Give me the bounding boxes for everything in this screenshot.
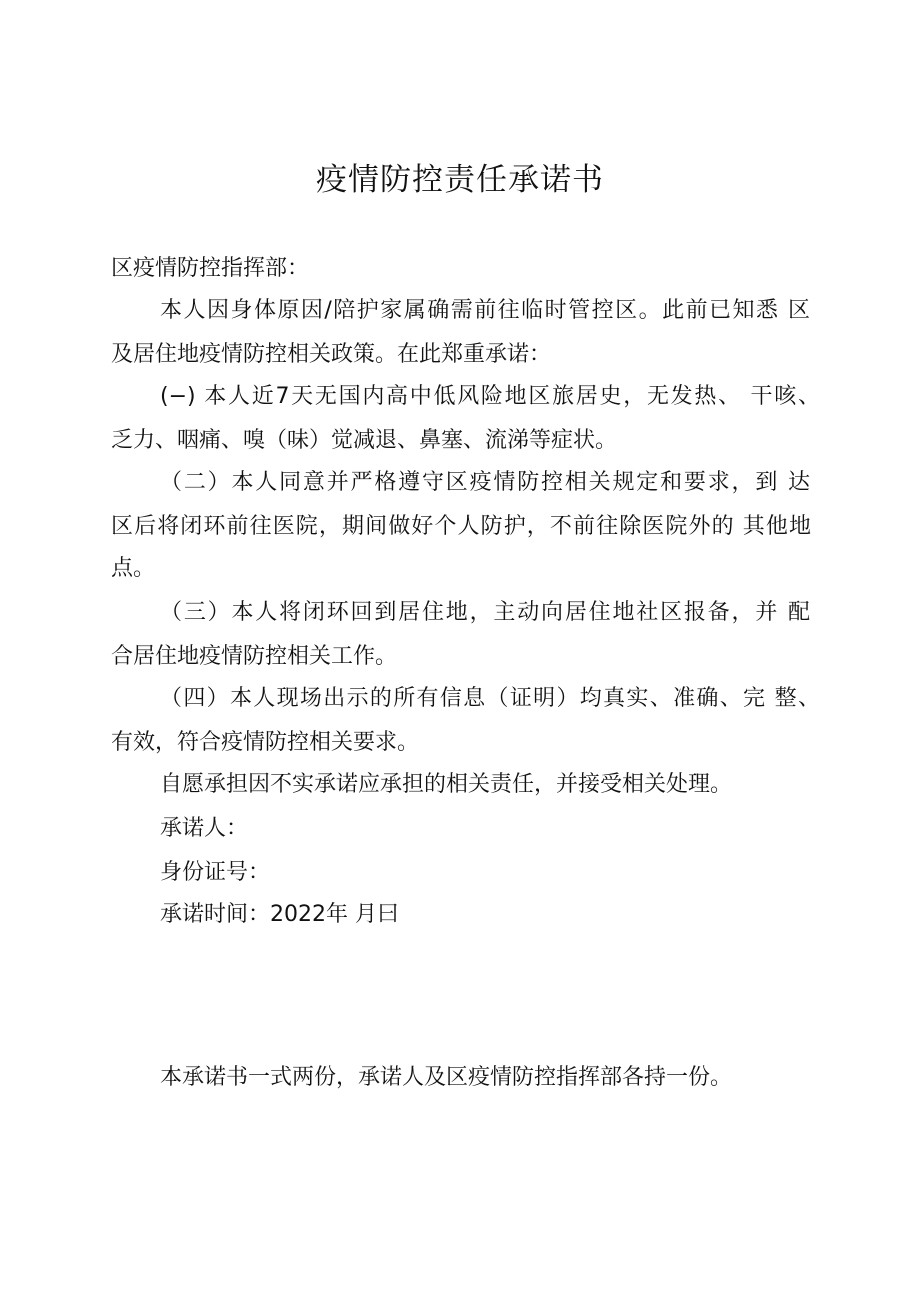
footer-note: 本承诺书一式两份，承诺人及区疫情防控指挥部各持一份。 [160, 1065, 733, 1090]
item-2-line-1: （二）本人同意并严格遵守区疫情防控相关规定和要求，到 达 [160, 470, 810, 495]
item-3-line-1: （三）本人将闭环回到居住地，主动向居住地社区报备，并 配 [160, 600, 810, 625]
item-2-line-3: 点。 [111, 556, 156, 581]
item-1-line-2: 乏力、咽痛、嗅（味）觉减退、鼻塞、流涕等症状。 [111, 428, 618, 453]
intro-line-1: 本人因身体原因/陪护家属确需前往临时管控区。此前已知悉 区 [160, 298, 810, 323]
liability-statement: 自愿承担因不实承诺应承担的相关责任，并接受相关处理。 [160, 772, 733, 797]
item-4-line-1: （四）本人现场出示的所有信息（证明）均真实、准确、完 整、 [160, 686, 820, 711]
id-number-label: 身份证号： [160, 860, 271, 885]
item-3-line-2: 合居住地疫情防控相关工作。 [111, 644, 398, 669]
salutation: 区疫情防控指挥部： [111, 256, 310, 281]
signer-label: 承诺人： [160, 816, 249, 841]
item-1-line-1: (−) 本人近7天无国内高中低风险地区旅居史，无发热、 干咳、 [160, 384, 820, 409]
commitment-date-label: 承诺时间：2022年 月曰 [160, 902, 399, 927]
item-2-line-2: 区后将闭环前往医院，期间做好个人防护，不前往除医院外的 其他地 [111, 514, 811, 539]
item-4-line-2: 有效，符合疫情防控相关要求。 [111, 730, 420, 755]
intro-line-2: 及居住地疫情防控相关政策。在此郑重承诺： [111, 342, 552, 367]
document-title: 疫情防控责任承诺书 [316, 162, 604, 198]
